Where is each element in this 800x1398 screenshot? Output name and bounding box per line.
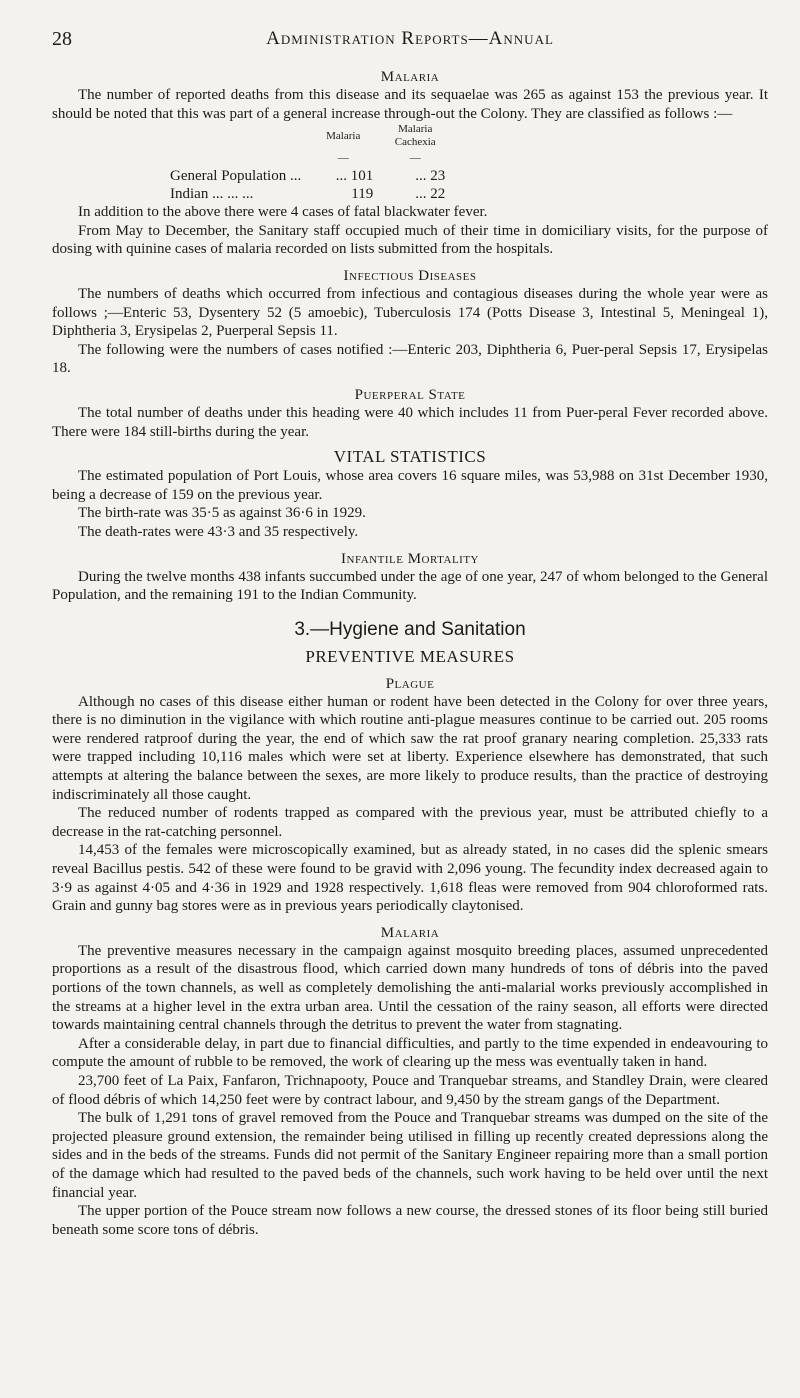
col-header-malaria: Malaria: [326, 129, 361, 142]
page-header: [52, 28, 768, 54]
paragraph: 14,453 of the females were microscopically examined, but as already stated, in no cases did the splenic smears reveal Bacillus pestis. 542 of these were found to be gravid with 2,096 young. The fecundity index decreased again to 3·9 as against 4·05 and 4·36 in 1929 and 1928 respectively. 1,618 fleas were removed from 904 chloroformed rats. Grain and gunny bag stores were as in previous years periodically claytonised.: [52, 842, 768, 915]
paragraph: The number of reported deaths from this disease and its sequaelae was 265 as against 153 the previous year. It should be noted that this was part of a general increase through-out the Colony. They are classified as follows :—: [52, 87, 768, 122]
col-header-cachexia: Malaria Cachexia: [394, 123, 436, 149]
subheading-preventive: PREVENTIVE MEASURES: [305, 646, 515, 666]
row-value: ... 101: [335, 168, 374, 185]
row-label: General Population ...: [170, 168, 302, 185]
paragraph: The reduced number of rodents trapped as compared with the previous year, must be attributed chiefly to a decrease in the rat-catching personnel.: [52, 805, 768, 840]
table-row: [164, 185, 451, 203]
page-number: 28: [52, 28, 72, 50]
paragraph: The estimated population of Port Louis, whose area covers 16 square miles, was 53,988 on 31st December 1930, being a decrease of 159 on the previous year.: [52, 468, 768, 503]
section-heading-infectious: Infectious Diseases: [343, 267, 477, 284]
paragraph: In addition to the above there were 4 cases of fatal blackwater fever.: [78, 204, 488, 221]
row-value: 119: [351, 186, 374, 203]
running-title: Administration Reports—Annual: [266, 28, 554, 49]
malaria-table: Malaria Malaria Cachexia — — General Population ... ... 101 ... 23 Indian ... ... ... 119 ... 22: [164, 123, 451, 203]
section-heading-malaria: Malaria: [380, 69, 440, 85]
section-heading-plague: Plague: [385, 675, 435, 692]
section-heading-malaria-prevention: Malaria: [380, 924, 440, 941]
paragraph: The numbers of deaths which occurred from infectious and contagious diseases during the whole year were as follows ;—Enteric 53, Dysentery 52 (5 amoebic), Tuberculosis 174 (Potts Disease 3, Intestinal 5, Meningeal 1), Diphtheria 3, Erysipelas 2, Puerperal Sepsis 11.: [52, 285, 768, 340]
paragraph: 23,700 feet of La Paix, Fanfaron, Trichnapooty, Pouce and Tranquebar streams, and Standley Drain, were cleared of flood débris of which 14,250 feet were by contract labour, and 9,450 by the stream gangs of the Department.: [52, 1072, 768, 1108]
chapter-heading: 3.—Hygiene and Sanitation: [294, 618, 526, 640]
paragraph: From May to December, the Sanitary staff occupied much of their time in domiciliary visits, for the purpose of dosing with quinine cases of malaria recorded on lists submitted from the hospitals.: [52, 222, 768, 258]
paragraph: The following were the numbers of cases notified :—Enteric 203, Diphtheria 6, Puer-peral Sepsis 17, Erysipelas 18.: [52, 341, 768, 377]
section-heading-vital: VITAL STATISTICS: [333, 447, 487, 467]
paragraph: Although no cases of this disease either human or rodent have been detected in the Colony for over three years, there is no diminution in the vigilance with which routine anti-plague measures continue to be carried out. 205 rooms were rendered ratproof during the year, the end of which saw the rat proof granary nearing completion. 25,333 rats were trapped including 10,116 males which were set at liberty. Experience elsewhere has demonstrated, that such attempts at altering the balance between the sexes, are more likely to produce results, than the practice of destroying indiscriminately all those caught.: [52, 693, 768, 803]
paragraph: The bulk of 1,291 tons of gravel removed from the Pouce and Tranquebar streams was dumped on the site of the projected pleasure ground extension, the remainder being utilised in filling up recently created depressions along the sides and in the beds of the streams. Funds did not permit of the Sanitary Engineer repairing more than a small portion of the damage which had resulted to the paved beds of the channels, such work having to be held over until the next financial year.: [52, 1110, 768, 1201]
paragraph: The total number of deaths under this heading were 40 which includes 11 from Puer-peral Fever recorded above. There were 184 still-births during the year.: [52, 404, 768, 440]
section-heading-infantile: Infantile Mortality: [341, 550, 479, 567]
row-value: ... 22: [415, 186, 446, 203]
row-label: Indian ... ... ...: [170, 186, 254, 203]
section-heading-puerperal: Puerperal State: [354, 386, 466, 403]
table-row: [164, 167, 451, 185]
paragraph: During the twelve months 438 infants succumbed under the age of one year, 247 of whom belonged to the General Population, and the remaining 191 to the Indian Community.: [52, 568, 768, 604]
paragraph: The preventive measures necessary in the campaign against mosquito breeding places, assumed unprecedented proportions as a result of the disastrous flood, which carried down many hundreds of tons of débris into the paved portions of the town channels, as well as completely demolishing the anti-malarial works previously accomplished in the streams at a higher level in the extra urban area. Until the cessation of the rainy season, all efforts were directed towards maintaining central channels through the detritus to prevent the water from stagnating.: [52, 942, 768, 1034]
paragraph: After a considerable delay, in part due to financial difficulties, and partly to the time expended in endeavouring to compute the amount of rubble to be removed, the work of clearing up the mess was eventually taken in hand.: [52, 1035, 768, 1071]
paragraph: The death-rates were 43·3 and 35 respectively.: [78, 523, 359, 540]
paragraph: The birth-rate was 35·5 as against 36·6 in 1929.: [78, 505, 366, 522]
row-value: ... 23: [415, 168, 446, 185]
paragraph: The upper portion of the Pouce stream now follows a new course, the dressed stones of its floor being still buried beneath some score tons of débris.: [52, 1203, 768, 1238]
document-page: [52, 28, 768, 1239]
